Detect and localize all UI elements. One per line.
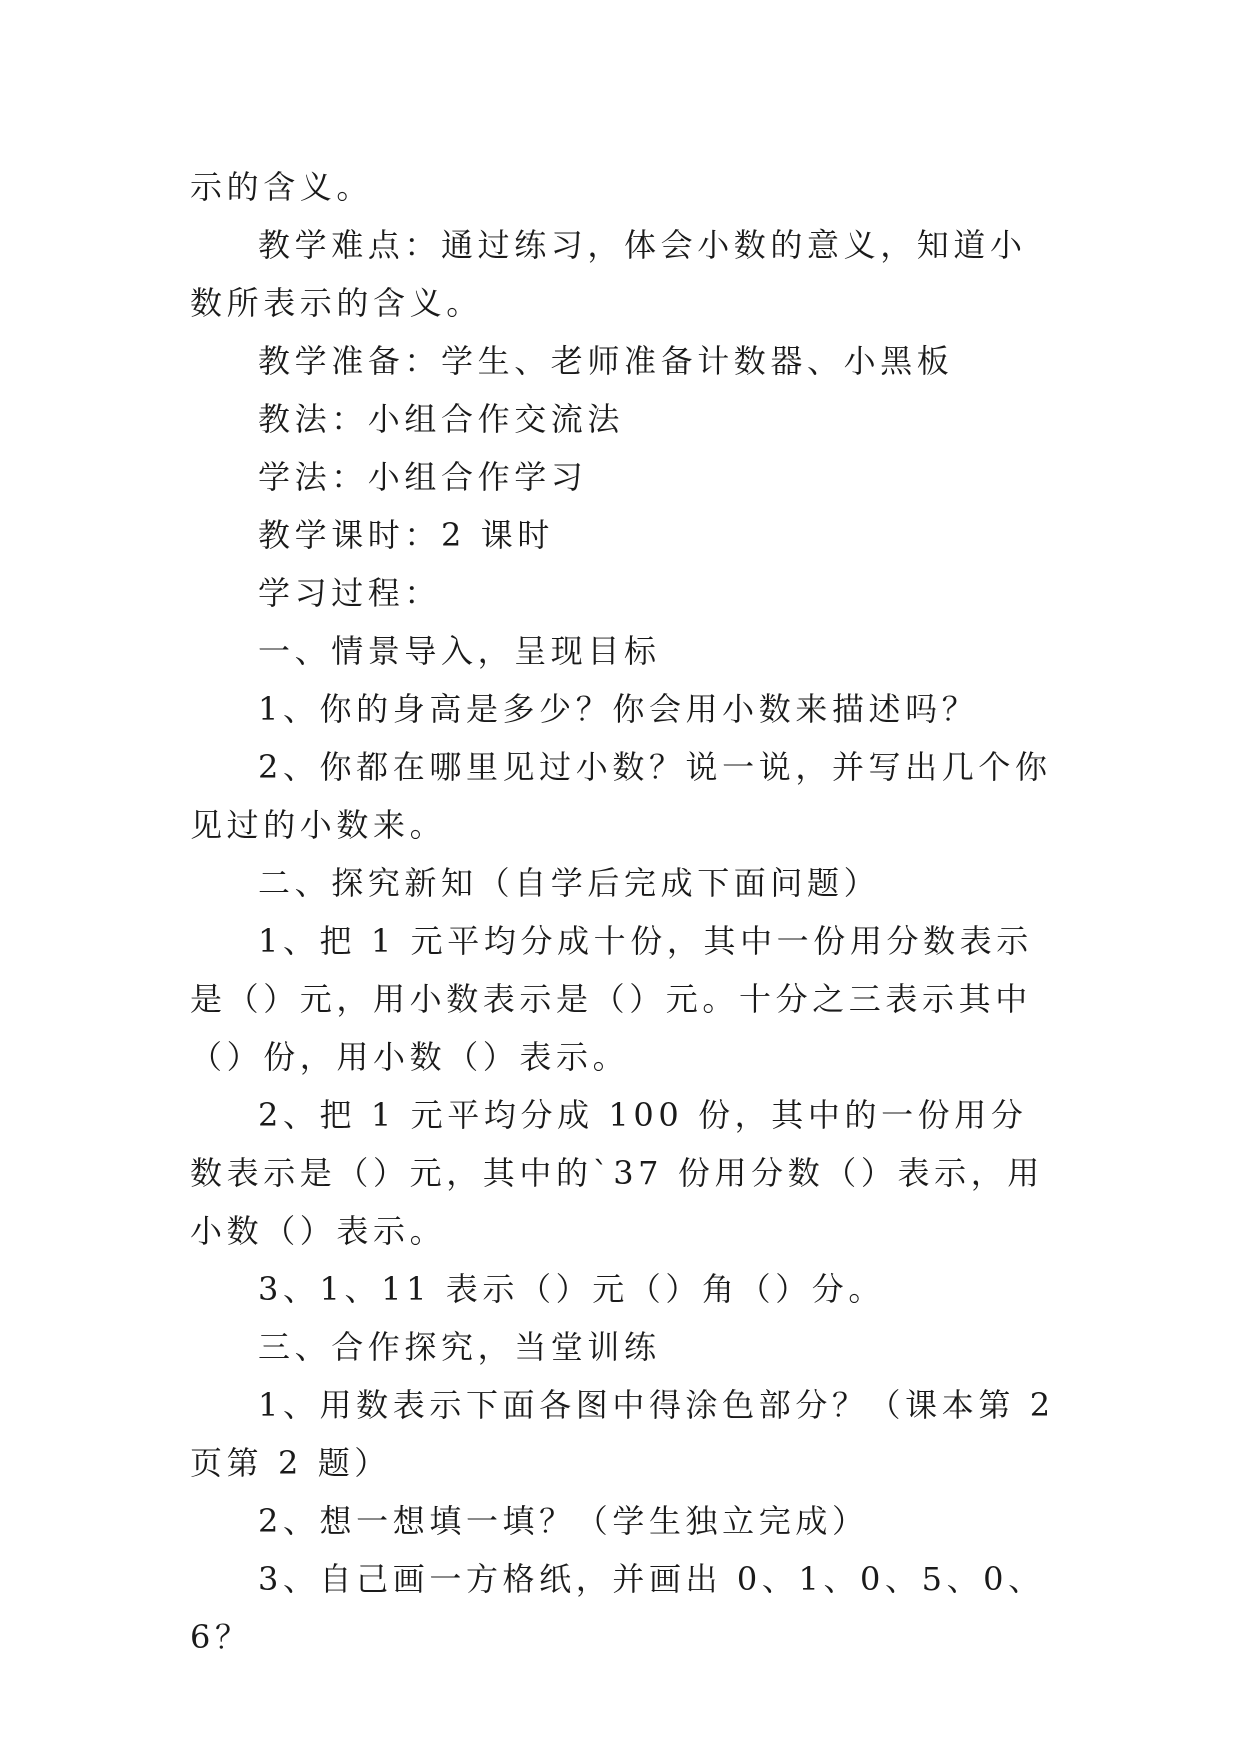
list-item: 2、你都在哪里见过小数？说一说，并写出几个你见过的小数来。 xyxy=(190,748,1052,844)
section-heading-1: 一、情景导入，呈现目标 xyxy=(258,632,661,670)
paragraph: 示的含义。 xyxy=(190,168,374,206)
paragraph-learning-process: 学习过程： xyxy=(258,574,442,612)
list-item: 1、你的身高是多少？你会用小数来描述吗？ xyxy=(258,690,979,728)
paragraph-learning-method: 学法：小组合作学习 xyxy=(258,458,588,496)
section-heading-2: 二、探究新知（自学后完成下面问题） xyxy=(258,864,881,902)
list-item: 1、用数表示下面各图中得涂色部分？（课本第 2 页第 2 题） xyxy=(190,1386,1070,1482)
paragraph-teaching-method: 教法：小组合作交流法 xyxy=(258,400,625,438)
list-item: 2、想一想填一填？（学生独立完成） xyxy=(258,1502,869,1540)
list-item: 2、把 1 元平均分成 100 份，其中的一份用分数表示是（）元，其中的`37 份用分数（）表示，用小数（）表示。 xyxy=(190,1096,1044,1250)
list-item: 3、自己画一方格纸，并画出 0、1、0、5、0、6？ xyxy=(190,1560,1045,1656)
document-body xyxy=(190,158,1070,1666)
list-item: 1、把 1 元平均分成十份，其中一份用分数表示是（）元，用小数表示是（）元。十分之三表示其中（）份，用小数（）表示。 xyxy=(190,922,1033,1076)
paragraph-class-hours: 教学课时：2 课时 xyxy=(258,516,554,554)
paragraph-teaching-preparation: 教学准备：学生、老师准备计数器、小黑板 xyxy=(258,342,954,380)
section-heading-3: 三、合作探究，当堂训练 xyxy=(258,1328,661,1366)
paragraph-teaching-difficulty: 教学难点：通过练习，体会小数的意义，知道小数所表示的含义。 xyxy=(190,226,1027,322)
list-item: 3、1、11 表示（）元（）角（）分。 xyxy=(258,1270,886,1308)
